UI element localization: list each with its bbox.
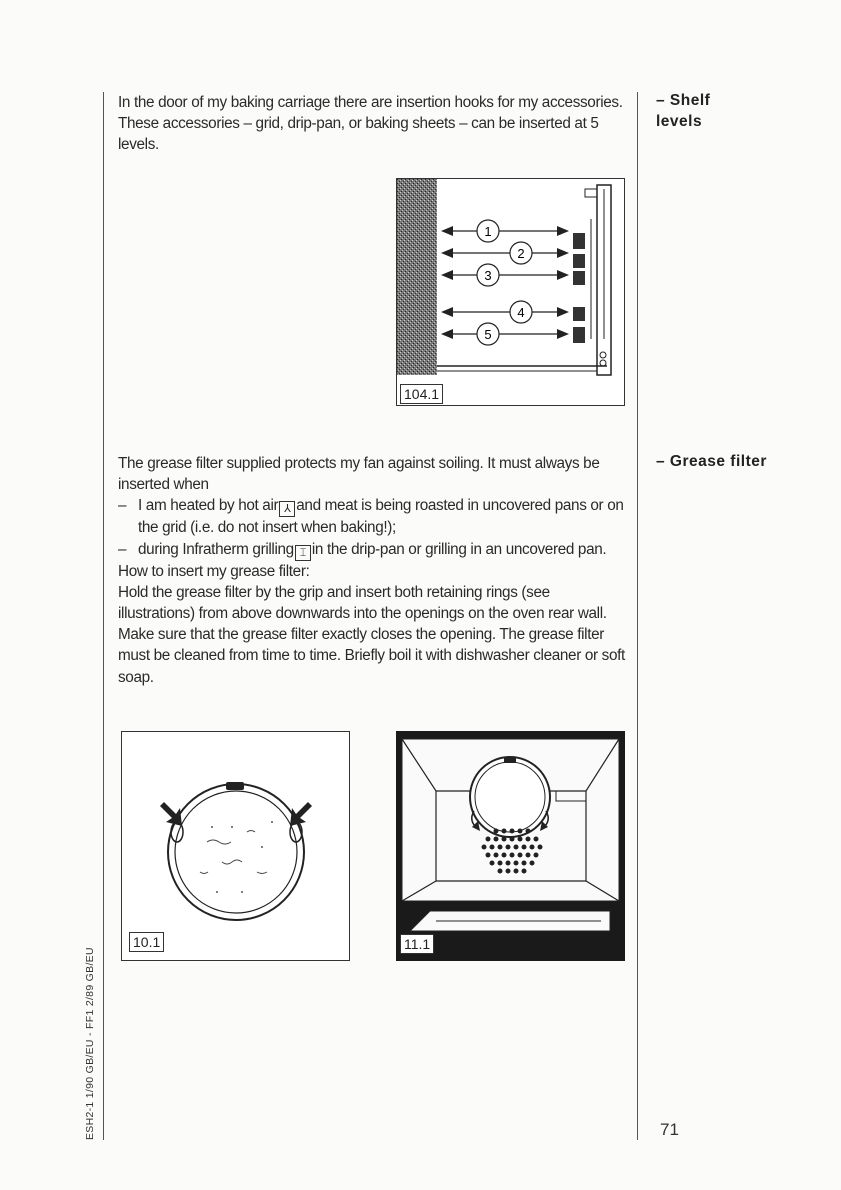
bullet-1-before: I am heated by hot air [138, 497, 279, 515]
oven-rear-wall-figure [396, 731, 625, 961]
oven-wall-texture [397, 179, 437, 375]
level-label-5: 5 [484, 327, 492, 342]
shelf-levels-diagram [397, 179, 624, 405]
grease-filter-diagram [122, 732, 349, 960]
level-arrow-1 [441, 220, 569, 242]
bullet-1-after: and meat is being roasted in uncovered pans or on the grid (i.e. do not insert when baking!); [138, 497, 624, 537]
shelf-levels-figure [396, 178, 625, 406]
arrow-down-right-icon [290, 802, 312, 826]
figure-104-label: 104.1 [400, 384, 443, 404]
filter-inner-ring [175, 791, 297, 913]
hook-4 [573, 307, 585, 321]
hot-air-symbol-icon: ⅄ [279, 501, 295, 517]
shelf-levels-heading: – Shelf levels [656, 92, 711, 130]
bullet-dash: – [118, 497, 127, 515]
bullet-2-after: in the drip-pan or grilling in an uncovered pan. [311, 540, 607, 558]
intro-paragraph [118, 92, 628, 156]
hook-2 [573, 254, 585, 268]
hook-3 [573, 271, 585, 285]
grease-filter-figure [121, 731, 350, 961]
oven-rear-wall-diagram [396, 731, 625, 961]
hook-5 [573, 327, 585, 343]
filter-ring [470, 757, 550, 837]
filter-outer-ring [168, 784, 304, 920]
grease-filter-section [118, 453, 628, 688]
level-label-4: 4 [517, 305, 525, 320]
right-column-rule [637, 92, 638, 1140]
level-label-1: 1 [484, 224, 492, 239]
howto-title: How to insert my grease filter: [118, 562, 310, 580]
level-label-3: 3 [484, 268, 492, 283]
level-arrow-4 [441, 301, 569, 323]
filter-grip [226, 782, 244, 790]
page-number: 71 [660, 1120, 679, 1139]
level-arrow-3 [441, 264, 569, 286]
howto-text: Hold the grease filter by the grip and insert both retaining rings (see illustrations) from above downwards into the openings on the oven rear wall. Make sure that the grease filter exactly closes the opening. The grease filter must be cleaned from time to time. Briefly boil it with dishwasher cleaner or soft soap. [118, 583, 625, 686]
level-arrow-2 [441, 242, 569, 264]
figure-11-label: 11.1 [400, 934, 434, 954]
level-label-2: 2 [517, 246, 525, 261]
intro-text: In the door of my baking carriage there are insertion hooks for my accessories. These accessories – grid, drip-pan, or baking sheets – can be inserted at 5 levels. [118, 94, 623, 154]
document-code-footer: ESH2-1 1/90 GB/EU - FF1 2/89 GB/EU [84, 947, 96, 1140]
hook-1 [573, 233, 585, 249]
bullet-dash: – [118, 540, 127, 558]
grease-intro: The grease filter supplied protects my fan against soiling. It must always be inserted when [118, 455, 600, 494]
grill-symbol-icon: ⌶ [295, 545, 311, 561]
grease-bullet-1 [118, 495, 628, 538]
bullet-2-before: during Infratherm grilling [138, 540, 294, 558]
grease-bullet-2 [118, 539, 628, 561]
level-arrow-5 [441, 323, 569, 345]
left-margin-rule [103, 92, 104, 1140]
grease-filter-heading: – Grease filter [656, 453, 767, 470]
arrow-down-left-icon [160, 802, 182, 826]
figure-10-label: 10.1 [129, 932, 164, 952]
